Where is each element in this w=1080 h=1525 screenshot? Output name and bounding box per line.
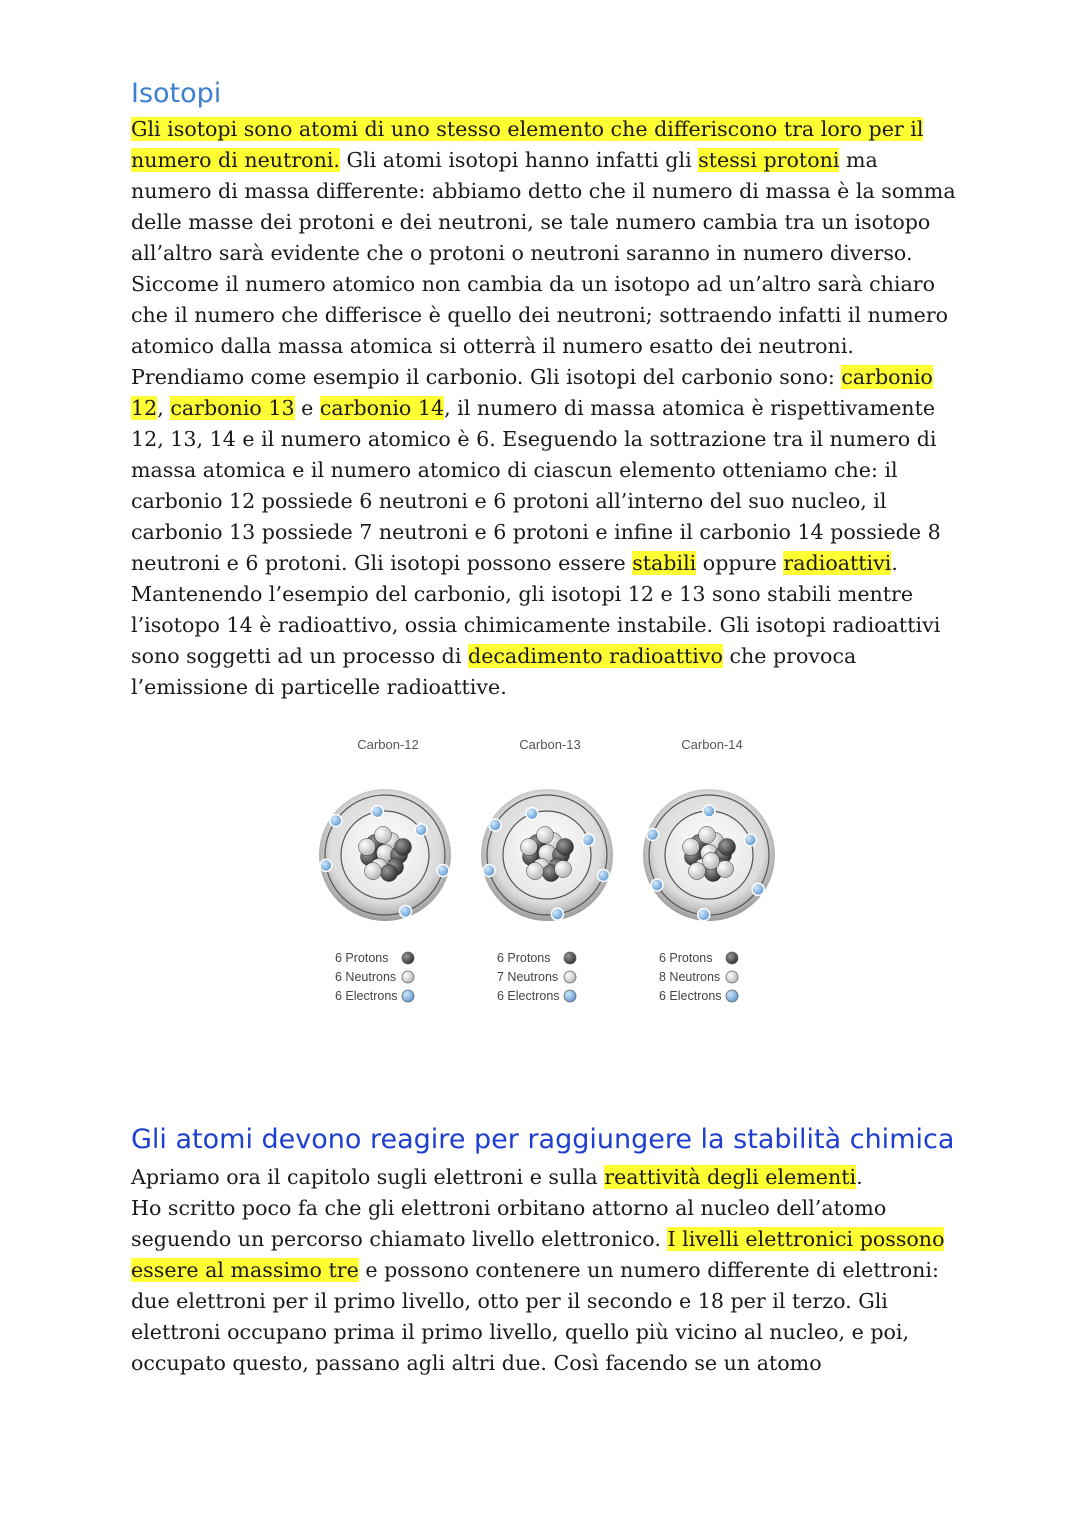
electron [371,806,383,818]
legend-text: 6 Neutrons [335,970,397,984]
stabilita-paragraph [131,1162,961,1379]
atom-carbon-13 [481,737,613,1003]
highlight: reattività degli elementi [604,1165,857,1189]
legend-dot [402,990,414,1002]
atom-carbon-12 [319,737,451,1003]
highlight: carbonio 14 [319,396,445,420]
legend-dot [564,990,576,1002]
electron [551,908,563,920]
neutron [699,827,716,844]
electron [698,909,710,921]
neutron [703,853,720,870]
electron [437,865,449,877]
proton [719,839,736,856]
highlight: Gli isotopi sono atomi di uno stesso elemento che differiscono tra loro per il numero di neutroni. [131,117,924,172]
neutron [527,863,544,880]
highlight: I livelli elettronici possono essere al massimo tre [131,1227,945,1282]
electron [752,883,764,895]
electron [597,870,609,882]
legend-text: 6 Protons [335,951,389,965]
carbon-isotopes-figure [300,730,800,1020]
electron [703,805,715,817]
text-run: . [856,1165,863,1189]
legend-text: 6 Electrons [497,989,560,1003]
legend-text: 6 Protons [659,951,713,965]
highlight: carbonio 12 [131,365,933,420]
highlight: stabili [632,551,697,575]
text-run: Gli atomi isotopi hanno infatti gli [339,148,699,172]
electron [330,815,342,827]
section-title-isotopi: Isotopi [131,78,222,109]
text-run: , il numero di massa atomica è rispettivamente 12, 13, 14 e il numero atomico è 6. Eseguendo la sottrazione tra il numero di massa atomica e il numero atomico di ciascun elemento otteniamo che: il carbonio 12 possiede 6 neutroni e 6 protoni all’interno del suo nucleo, il carbonio 13 possiede 7 neutroni e 6 protoni e infine il carbonio 14 possiede 8 neutroni e 6 protoni. Gli isotopi possono essere [131,396,941,575]
text-run: ma numero di massa differente: abbiamo detto che il numero di massa è la somma delle masse dei protoni e dei neutroni, se tale numero cambia tra un isotopo all’altro sarà evidente che o protoni o neutroni saranno in numero diverso. Siccome il numero atomico non cambia da un isotopo ad un’altro sarà chiaro che il numero che differisce è quello dei neutroni; sottraendo infatti il numero atomico dalla massa atomica si otterrà il numero esatto dei neutroni. [131,148,956,358]
highlight: radioattivi [783,551,892,575]
neutron [359,839,376,856]
highlight: carbonio 13 [170,396,295,420]
text-run: Ho scritto poco fa che gli elettroni orbitano attorno al nucleo dell’atomo seguendo un percorso chiamato livello elettronico. [131,1196,887,1251]
legend-dot [564,952,576,964]
text-run: . Mantenendo l’esempio del carbonio, gli isotopi 12 e 13 sono stabili mentre l’isotopo 14 è radioattivo, ossia chimicamente instabile. Gli isotopi radioattivi sono soggetti ad un processo di [131,551,941,668]
legend-dot [402,952,414,964]
electron [489,819,501,831]
legend-dot [564,971,576,983]
legend-text: 6 Protons [497,951,551,965]
electron [526,808,538,820]
legend-dot [726,971,738,983]
legend-text: 6 Electrons [335,989,398,1003]
atom-label: Carbon-14 [681,737,743,752]
neutron [689,863,706,880]
isotopi-paragraph [131,114,961,703]
electron [582,834,594,846]
neutron [375,827,392,844]
neutron [521,839,538,856]
legend-dot [726,952,738,964]
proton [395,839,412,856]
atom-label: Carbon-12 [357,737,419,752]
electron [400,905,412,917]
neutron [683,839,700,856]
atom-carbon-14 [643,737,775,1003]
legend-dot [402,971,414,983]
text-run: , [157,396,171,420]
electron [320,859,332,871]
electron [483,865,495,877]
legend-text: 8 Neutrons [659,970,721,984]
highlight: decadimento radioattivo [468,644,723,668]
text-run: Apriamo ora il capitolo sugli elettroni e sulla [131,1165,605,1189]
legend-text: 6 Electrons [659,989,722,1003]
text-run: e [294,396,320,420]
text-run: oppure [696,551,784,575]
legend-text: 7 Neutrons [497,970,559,984]
electron [647,828,659,840]
section-title-stabilita: Gli atomi devono reagire per raggiungere la stabilità chimica [131,1124,955,1155]
text-run: e possono contenere un numero differente di elettroni: due elettroni per il primo livello, otto per il secondo e 18 per il terzo. Gli elettroni occupano prima il primo livello, quello più vicino al nucleo, e poi, occupato questo, passano agli altri due. Così facendo se un atomo [131,1258,939,1375]
electron [744,834,756,846]
proton [381,865,398,882]
text-run: che provoca l’emissione di particelle radioattive. [131,644,857,699]
highlight: stessi protoni [698,148,840,172]
text-run: Prendiamo come esempio il carbonio. Gli isotopi del carbonio sono: [131,365,842,389]
electron [415,824,427,836]
electron [651,879,663,891]
neutron [365,863,382,880]
neutron [555,861,572,878]
legend-dot [726,990,738,1002]
atom-label: Carbon-13 [519,737,581,752]
neutron [537,827,554,844]
proton [557,839,574,856]
